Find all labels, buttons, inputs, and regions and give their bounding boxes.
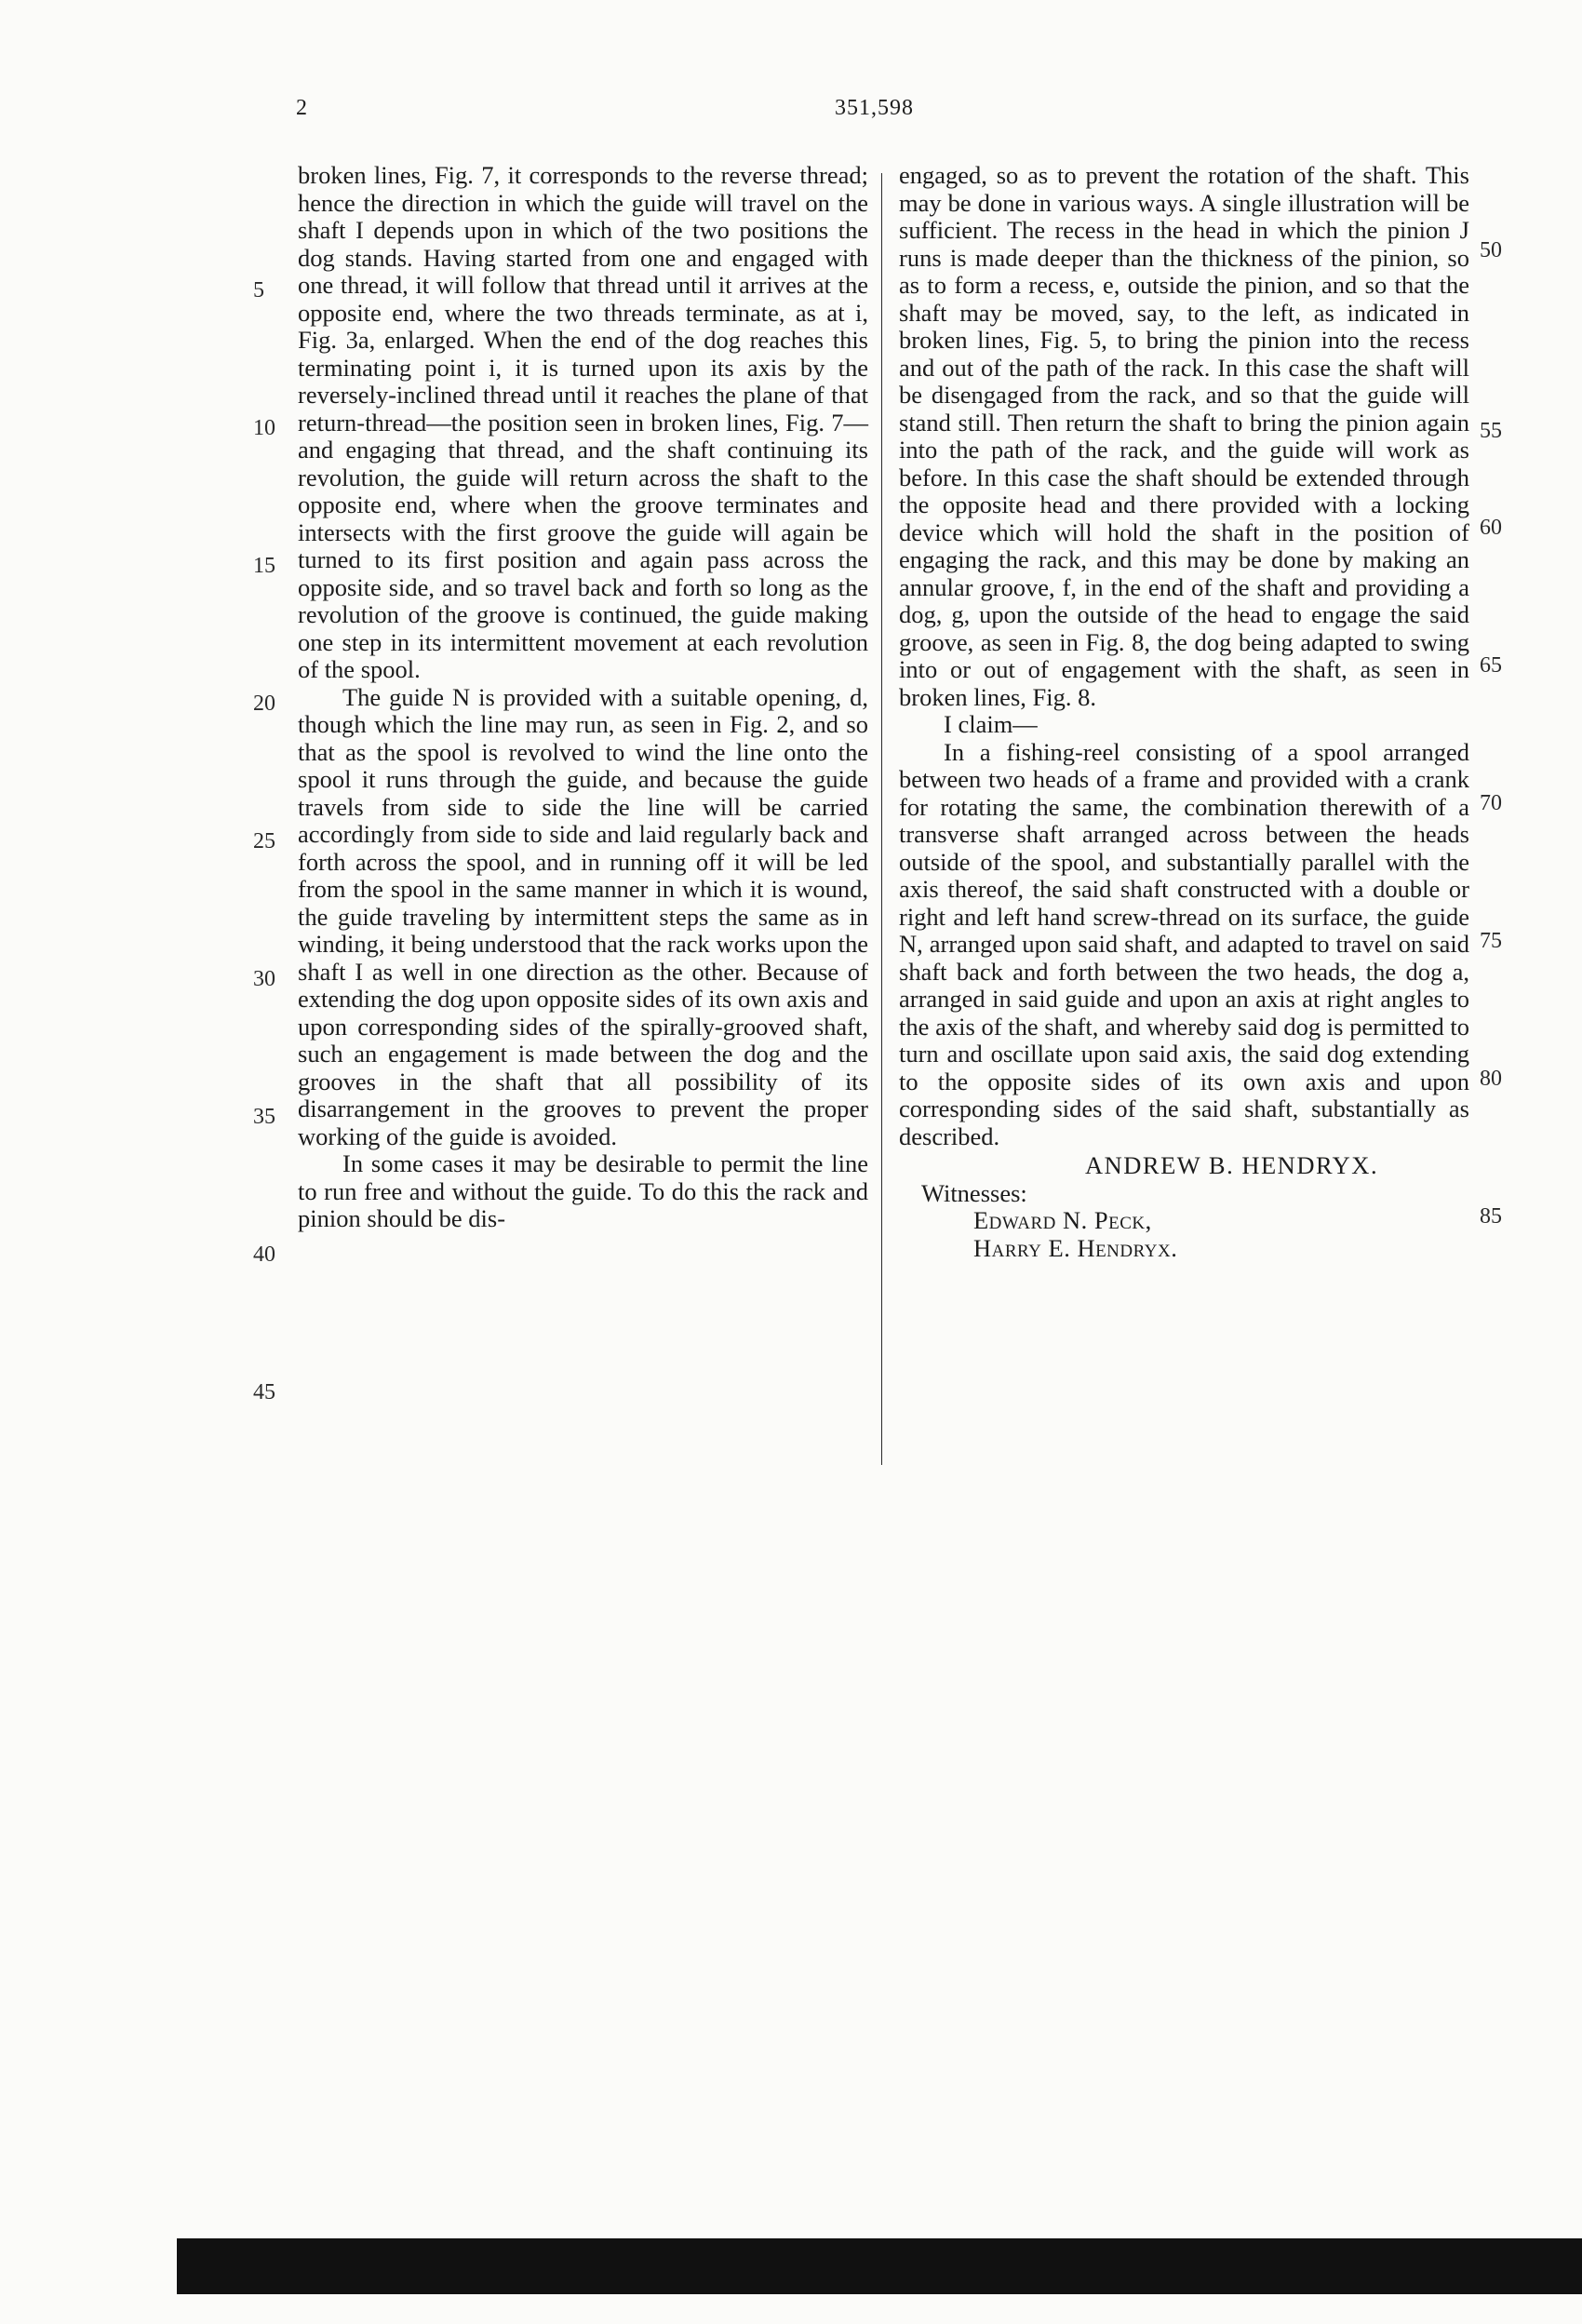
line-number: 70 [1480, 791, 1502, 815]
line-number: 45 [253, 1380, 275, 1404]
page-number: 2 [296, 96, 307, 120]
witnesses-label: Witnesses: [921, 1178, 1027, 1207]
line-number: 50 [1480, 238, 1502, 262]
column-divider [881, 173, 882, 1465]
line-number: 10 [253, 416, 275, 440]
inventor-name: ANDREW B. HENDRYX. [1085, 1151, 1379, 1179]
paragraph-guide-opening: The guide N is provided with a suitable opening, d, though which the line may run, as seen in Fig. 2, and so that as the spool is revolved to wind the line onto the spool it runs through the guide, and because the guide travels from side to side the line will be carried accordingly from side to side and laid regularly back and forth across the spool, and in running off it will be led from the spool in the same manner in which it is wound, the guide traveling by intermittent steps the same as in winding, it being understood that the rack works upon the shaft I as well in one direction as the other. Because of extending the dog upon opposite sides of its own axis and upon corresponding sides of the spirally-grooved shaft, such an engagement is made between the dog and the grooves in the shaft that all possibility of its disarrangement in the grooves to prevent the proper working of the guide is avoided. [298, 682, 868, 1150]
witness-name: Edward N. Peck, [973, 1206, 1152, 1234]
line-number: 20 [253, 692, 275, 716]
paragraph-disengage: engaged, so as to prevent the rotation of the shaft. This may be done in various ways. A single illustration will be sufficient. The recess in the head in which the pinion J runs is made deeper than the thickness of the pinion, so as to form a recess, e, outside the pinion, and so that the shaft may be moved, say, to the left, as indicated in broken lines, Fig. 5, to bring the pinion into the recess and out of the path of the rack. In this case the shaft will be disengaged from the rack, and so that the guide will stand still. Then return the shaft to bring the pinion again into the path of the rack, and the guide will work as before. In this case the shaft should be extended through the opposite head and there provided with a locking device which will hold the shaft in the position of engaging the rack, and this may be done by making an annular groove, f, in the end of the shaft and providing a dog, g, upon the outside of the head to engage the said groove, as seen in Fig. 8, the dog being adapted to swing into or out of engagement with the shaft, as seen in broken lines, Fig. 8. [899, 161, 1469, 711]
line-number: 5 [253, 278, 264, 302]
line-number: 30 [253, 967, 275, 991]
patent-number: 351,598 [835, 96, 914, 120]
left-text-column [298, 162, 868, 1233]
paragraph-free-line: In some cases it may be desirable to permit the line to run free and without the guide. To do this the rack and pinion should be dis- [298, 1149, 868, 1232]
line-number: 65 [1480, 653, 1502, 678]
claim-heading: I claim— [944, 710, 1038, 738]
line-number: 15 [253, 554, 275, 578]
line-number: 60 [1480, 516, 1502, 540]
signature-block [899, 1152, 1469, 1262]
paragraph-continuation: broken lines, Fig. 7, it corresponds to the reverse thread; hence the direction in which the guide will travel on the shaft I depends upon in which of the two positions the dog stands. Having started from one and engaged with one thread, it will follow that thread until it arrives at the opposite end, where the two threads terminate, as at i, Fig. 3a, enlarged. When the end of the dog reaches this terminating point i, it is turned upon its axis by the reversely-inclined thread until it reaches the plane of that return-thread—the position seen in broken lines, Fig. 7—and engaging that thread, and the shaft continuing its revolution, the guide will return across the shaft to the opposite end, where when the groove terminates and intersects with the first groove the guide will again be turned to its first position and again pass across the opposite side, and so travel back and forth so long as the revolution of the groove is continued, the guide making one step in its intermittent movement at each revolution of the spool. [298, 161, 868, 683]
scan-border-bar [177, 2238, 1582, 2294]
line-number: 85 [1480, 1204, 1502, 1229]
line-number: 25 [253, 829, 275, 853]
claim-text: In a fishing-reel consisting of a spool arranged between two heads of a frame and provided with a crank for rotating the same, the combination therewith of a transverse shaft arranged across between the heads outside of the spool, and substantially parallel with the axis thereof, the said shaft constructed with a double or right and left hand screw-thread on its surface, the guide N, arranged upon said shaft, and adapted to travel on said shaft back and forth between the two heads, the dog a, arranged in said guide and upon an axis at right angles to the axis of the shaft, and whereby said dog is permitted to turn and oscillate upon said axis, the said dog extending to the opposite sides of its own axis and upon corresponding sides of the said shaft, substantially as described. [899, 737, 1469, 1150]
line-number: 75 [1480, 929, 1502, 953]
line-number: 35 [253, 1105, 275, 1129]
line-number: 40 [253, 1243, 275, 1267]
line-number: 80 [1480, 1067, 1502, 1091]
right-text-column [899, 162, 1469, 1262]
line-number: 55 [1480, 419, 1502, 443]
witness-name: Harry E. Hendryx. [973, 1233, 1178, 1262]
